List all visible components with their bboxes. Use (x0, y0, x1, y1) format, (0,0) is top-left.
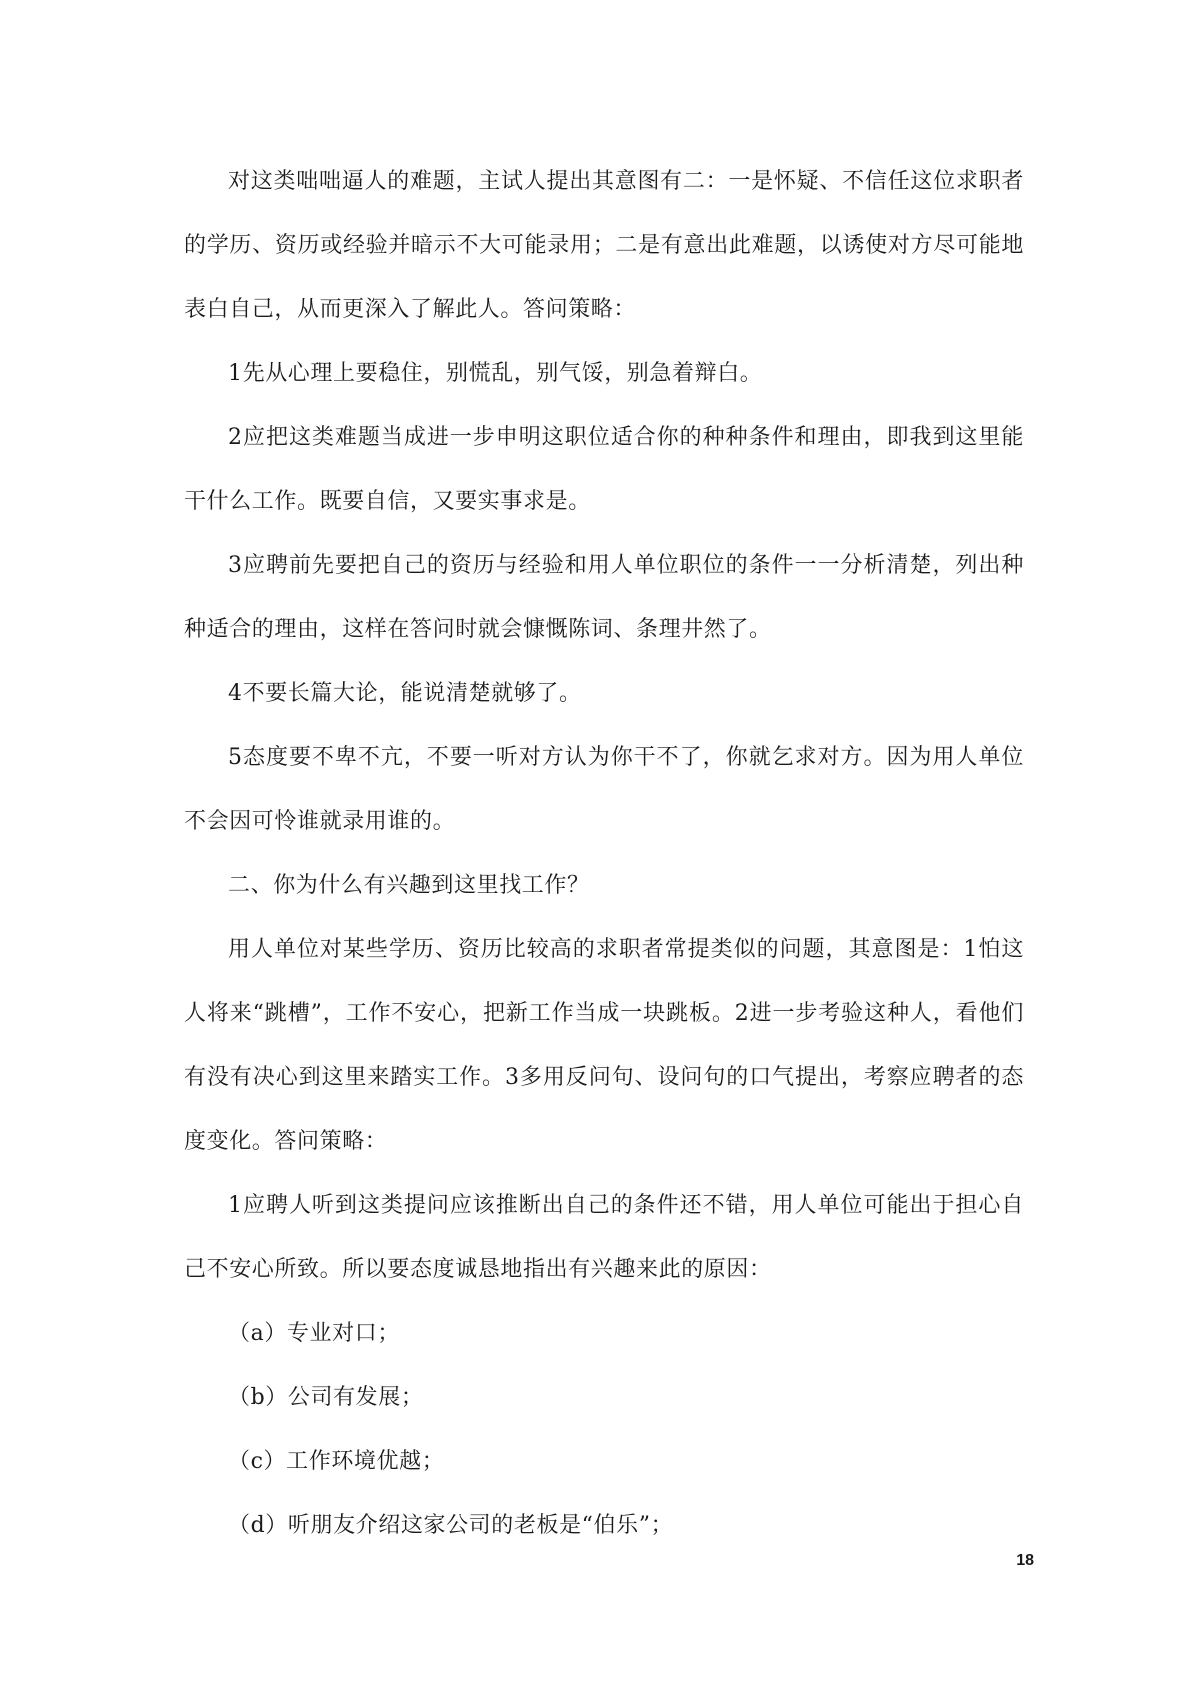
list-item: （d）听朋友介绍这家公司的老板是“伯乐”； (228, 1513, 674, 1538)
list-item: （b）公司有发展； (228, 1385, 424, 1410)
body-text (184, 150, 1024, 1558)
paragraph: 3应聘前先要把自己的资历与经验和用人单位职位的条件一一分析清楚，列出种种适合的理由，这样在答问时就会慷慨陈词、条理井然了。 (184, 553, 1024, 642)
list-item: （c）工作环境优越； (228, 1449, 445, 1474)
paragraph: 4不要长篇大论，能说清楚就够了。 (228, 681, 582, 706)
section-heading: 二、你为什么有兴趣到这里找工作？ (228, 873, 590, 898)
paragraph: 用人单位对某些学历、资历比较高的求职者常提类似的问题，其意图是：1怕这人将来“跳槽”，工作不安心，把新工作当成一块跳板。2进一步考验这种人，看他们有没有决心到这里来踏实工作。3多用反问句、设问句的口气提出，考察应聘者的态度变化。答问策略： (184, 937, 1024, 1154)
paragraph: 1先从心理上要稳住，别慌乱，别气馁，别急着辩白。 (228, 361, 763, 386)
paragraph: 对这类咄咄逼人的难题，主试人提出其意图有二：一是怀疑、不信任这位求职者的学历、资历或经验并暗示不大可能录用；二是有意出此难题，以诱使对方尽可能地表白自己，从而更深入了解此人。答问策略： (184, 169, 1024, 322)
paragraph: 2应把这类难题当成进一步申明这职位适合你的种种条件和理由，即我到这里能干什么工作。既要自信，又要实事求是。 (184, 425, 1024, 514)
page-number: 18 (1016, 1552, 1034, 1569)
paragraph: 1应聘人听到这类提问应该推断出自己的条件还不错，用人单位可能出于担心自己不安心所致。所以要态度诚恳地指出有兴趣来此的原因： (184, 1193, 1024, 1282)
list-item: （a）专业对口； (228, 1321, 400, 1346)
paragraph: 5态度要不卑不亢，不要一听对方认为你干不了，你就乞求对方。因为用人单位不会因可怜谁就录用谁的。 (184, 745, 1024, 834)
